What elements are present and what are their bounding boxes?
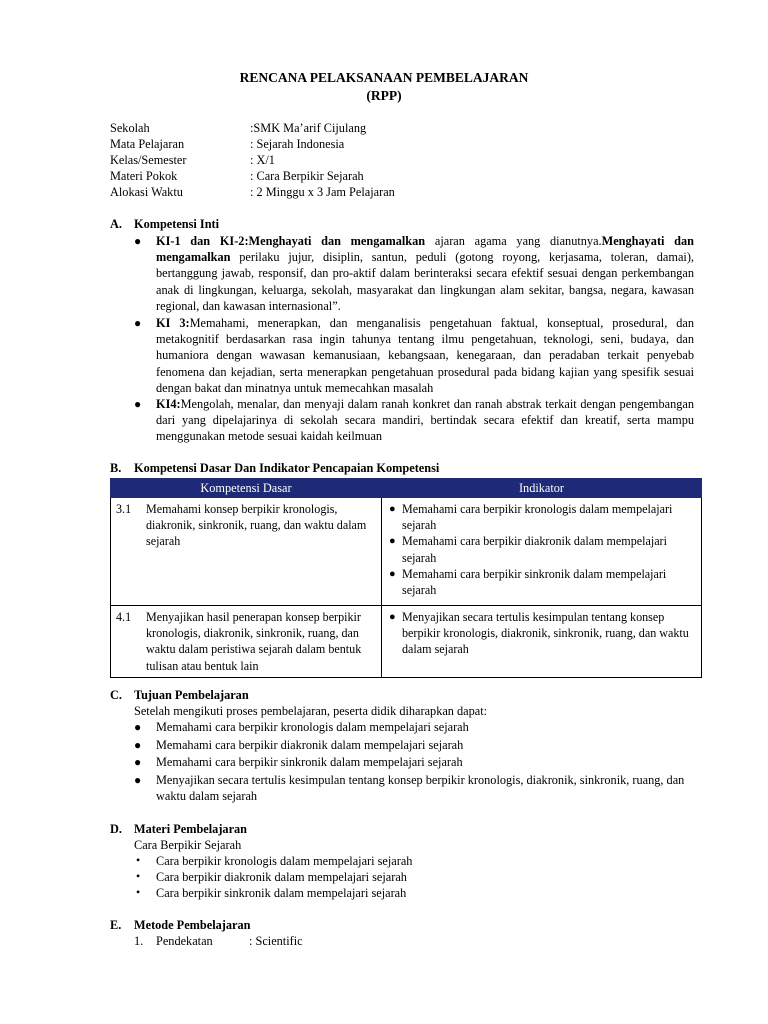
section-letter: B. — [110, 461, 122, 475]
bullet-icon: ● — [134, 316, 142, 330]
document-subtitle: (RPP) — [366, 88, 402, 103]
metode-item-key: Pendekatan — [156, 934, 213, 948]
info-key: Mata Pelajaran — [110, 137, 185, 151]
ki-bold-label: Menghayati dan mengamalkan — [156, 234, 695, 265]
info-value: : Cara Berpikir Sejarah — [250, 169, 364, 183]
table-header-indikator: Indikator — [382, 479, 702, 498]
section-letter: D. — [110, 822, 122, 836]
indikator-item — [382, 609, 701, 658]
ki-bold-label: KI 3: — [156, 316, 190, 330]
info-value: : Sejarah Indonesia — [250, 137, 345, 151]
bullet-icon: • — [136, 885, 141, 899]
section-c-heading — [110, 687, 249, 703]
info-key: Materi Pokok — [110, 169, 178, 183]
kd-text: Menyajikan hasil penerapan konsep berpikir kronologis, diakronik, sinkronik, ruang, dan waktu dalam peristiwa sejarah dalam bentuk tulisan atau bentuk lain — [146, 610, 362, 673]
ki-1-2-paragraph — [156, 233, 694, 314]
section-letter: A. — [110, 217, 122, 231]
bullet-icon: ● — [134, 720, 142, 734]
ki-4-paragraph — [156, 396, 694, 445]
info-value: :SMK Ma’arif Cijulang — [250, 121, 367, 135]
ki-text: Memahami, menerapkan, dan menganalisis pengetahuan faktual, konseptual, prosedural, dan metakognitif berdasarkan rasa ingin tahunya tentang ilmu pengetahuan, teknologi, seni, budaya, dan humaniora dengan wawasan kemanusiaan, kebangsaan, kenegaraan, dan peradaban terkait penyebab fenomena dan kejadian, serta menerapkan pengetahuan prosedural pada bidang kajian yang spesifik sesuai dengan bakat dan minatnya untuk memecahkan masalah — [156, 316, 694, 395]
bullet-icon: ● — [389, 535, 396, 548]
section-letter: C. — [110, 688, 122, 702]
section-a-heading — [110, 216, 219, 232]
kd-text: Memahami konsep berpikir kronologis, diakronik, sinkronik, ruang, dan waktu dalam sejarah — [146, 502, 367, 549]
table-header-kompetensi-dasar: Kompetensi Dasar — [111, 479, 382, 498]
ki-3-paragraph — [156, 315, 694, 396]
kd-number: 3.1 — [116, 502, 132, 516]
bullet-icon: ● — [389, 611, 396, 623]
indikator-text: Memahami cara berpikir kronologis dalam mempelajari sejarah — [402, 502, 673, 533]
kd-cell — [111, 498, 382, 606]
section-title: Tujuan Pembelajaran — [134, 688, 249, 702]
tujuan-item: Menyajikan secara tertulis kesimpulan tentang konsep berpikir kronologis, diakronik, sinkronik, ruang, dan waktu dalam sejarah — [156, 773, 685, 804]
materi-item: Cara berpikir sinkronik dalam mempelajari sejarah — [156, 886, 407, 900]
indikator-item — [382, 533, 701, 565]
indikator-item — [382, 566, 701, 598]
ki-text: ajaran agama yang dianutnya. — [425, 234, 602, 248]
info-key: Kelas/Semester — [110, 153, 187, 167]
bullet-icon: ● — [134, 234, 142, 248]
ki-bold-label: KI-1 dan KI-2:Menghayati dan mengamalkan — [156, 234, 426, 248]
info-value: : 2 Minggu x 3 Jam Pelajaran — [250, 185, 395, 199]
metode-item-value: : Scientific — [249, 934, 303, 948]
table-header-row — [111, 479, 702, 498]
indikator-text: Memahami cara berpikir sinkronik dalam mempelajari sejarah — [402, 566, 667, 598]
section-b-heading — [110, 460, 439, 476]
tujuan-item: Memahami cara berpikir diakronik dalam mempelajari sejarah — [156, 738, 464, 752]
bullet-icon: • — [136, 853, 141, 867]
bullet-icon: ● — [389, 567, 396, 580]
indikator-item — [382, 501, 701, 533]
kd-cell — [111, 606, 382, 678]
indikator-cell — [382, 498, 702, 606]
info-key: Alokasi Waktu — [110, 185, 183, 199]
info-value: : X/1 — [250, 153, 275, 167]
ki-text: Mengolah, menalar, dan menyaji dalam ranah konkret dan ranah abstrak terkait dengan pengembangan dari yang dipelajarinya di sekolah secara mandiri, bertindak secara efektif dan kreatif, serta mampu menggunakan metode sesuai kaidah keilmuan — [156, 397, 694, 444]
bullet-icon: • — [136, 869, 141, 883]
materi-item: Cara berpikir diakronik dalam mempelajari sejarah — [156, 870, 407, 884]
info-key: Sekolah — [110, 121, 150, 135]
section-d-heading — [110, 821, 247, 837]
materi-item: Cara berpikir kronologis dalam mempelajari sejarah — [156, 854, 413, 868]
kd-number: 4.1 — [116, 610, 132, 624]
indikator-text: Memahami cara berpikir diakronik dalam mempelajari sejarah — [402, 534, 667, 565]
section-title: Metode Pembelajaran — [134, 918, 251, 932]
bullet-icon: ● — [389, 503, 396, 515]
table-row — [111, 498, 702, 606]
section-e-heading — [110, 917, 250, 933]
bullet-icon: ● — [134, 773, 142, 787]
metode-item-number: 1. — [134, 934, 144, 948]
tujuan-intro: Setelah mengikuti proses pembelajaran, peserta didik diharapkan dapat: — [134, 704, 488, 718]
indikator-cell — [382, 606, 702, 678]
bullet-icon: ● — [134, 755, 142, 769]
kompetensi-table — [110, 478, 702, 678]
section-title: Kompetensi Dasar Dan Indikator Pencapaian Kompetensi — [134, 461, 440, 475]
tujuan-item: Memahami cara berpikir sinkronik dalam mempelajari sejarah — [156, 755, 463, 769]
bullet-icon: ● — [134, 738, 142, 752]
ki-text: perilaku jujur, disiplin, santun, peduli (gotong royong, kerjasama, toleran, damai), bertanggung jawab, responsif, dan pro-aktif dalam berinteraksi secara efektif sesuai dengan perkembangan anak di lingkungan, keluarga, sekolah, masyarakat dan lingkungan alam sekitar, bangsa, negara, kawasan regional, dan kawasan internasional”. — [156, 250, 694, 313]
section-title: Materi Pembelajaran — [134, 822, 248, 836]
section-title: Kompetensi Inti — [134, 217, 220, 231]
document-title: RENCANA PELAKSANAAN PEMBELAJARAN — [239, 70, 529, 85]
tujuan-item: Memahami cara berpikir kronologis dalam mempelajari sejarah — [156, 720, 469, 734]
section-letter: E. — [110, 918, 122, 932]
bullet-icon: ● — [134, 397, 142, 411]
table-row — [111, 606, 702, 678]
ki-bold-label: KI4: — [156, 397, 181, 411]
materi-intro: Cara Berpikir Sejarah — [134, 838, 242, 852]
indikator-text: Menyajikan secara tertulis kesimpulan tentang konsep berpikir kronologis, diakronik, sinkronik, ruang, dan waktu dalam sejarah — [402, 610, 689, 657]
